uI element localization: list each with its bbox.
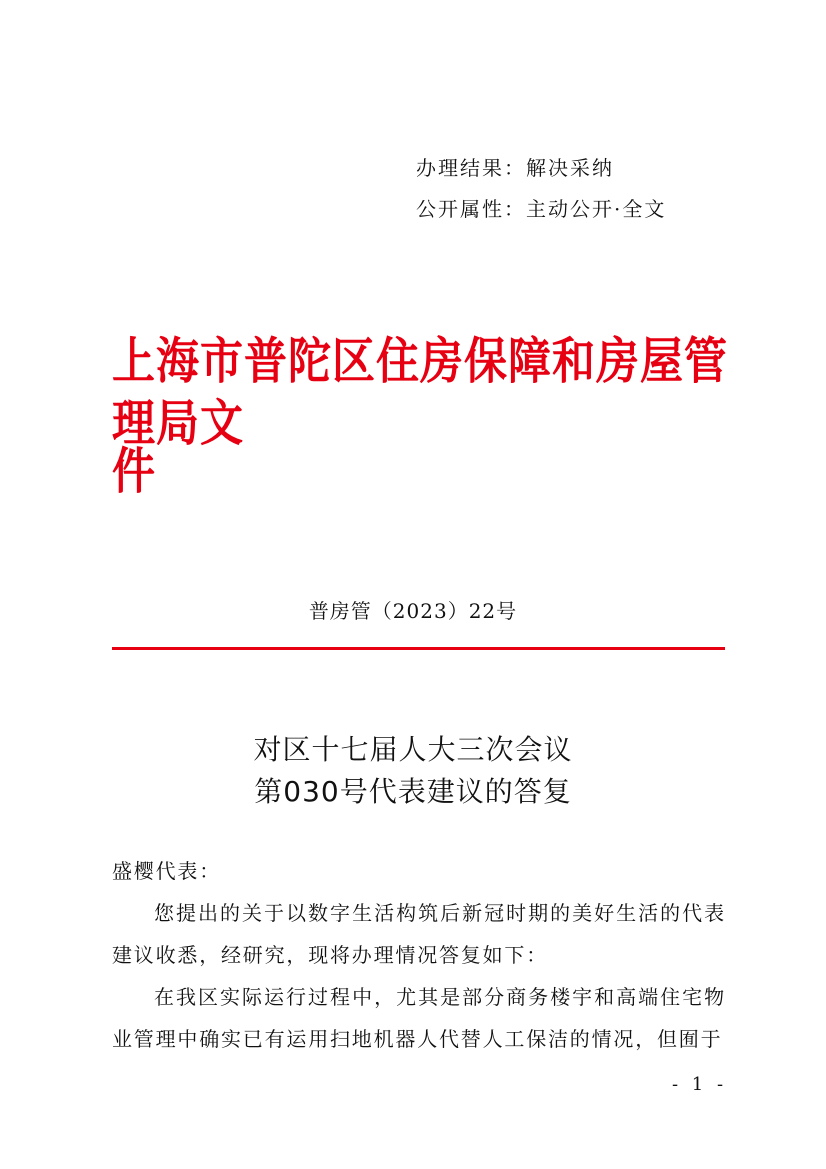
body-paragraph: 您提出的关于以数字生活构筑后新冠时期的美好生活的代表建议收悉，经研究，现将办理情况答复如下： <box>112 901 726 967</box>
salutation: 盛樱代表： <box>112 859 221 883</box>
document-title-line1: 对区十七届人大三次会议 <box>253 733 573 766</box>
issuer-title-line2: 件 <box>112 443 156 501</box>
meta-disclosure: 公开属性：主动公开·全文 <box>416 197 667 221</box>
document-number: 普房管（2023）22号 <box>308 599 518 623</box>
page-number: - 1 - <box>672 1074 728 1095</box>
red-divider <box>112 647 725 650</box>
body-paragraph: 在我区实际运行过程中，尤其是部分商务楼宇和高端住宅物业管理中确实已有运用扫地机器人代替人工保洁的情况，但囿于 <box>112 985 726 1051</box>
document-title-line2: 第030号代表建议的答复 <box>254 775 572 808</box>
meta-result: 办理结果：解决采纳 <box>416 156 614 180</box>
issuer-title-line1: 上海市普陀区住房保障和房屋管理局文 <box>112 333 728 453</box>
